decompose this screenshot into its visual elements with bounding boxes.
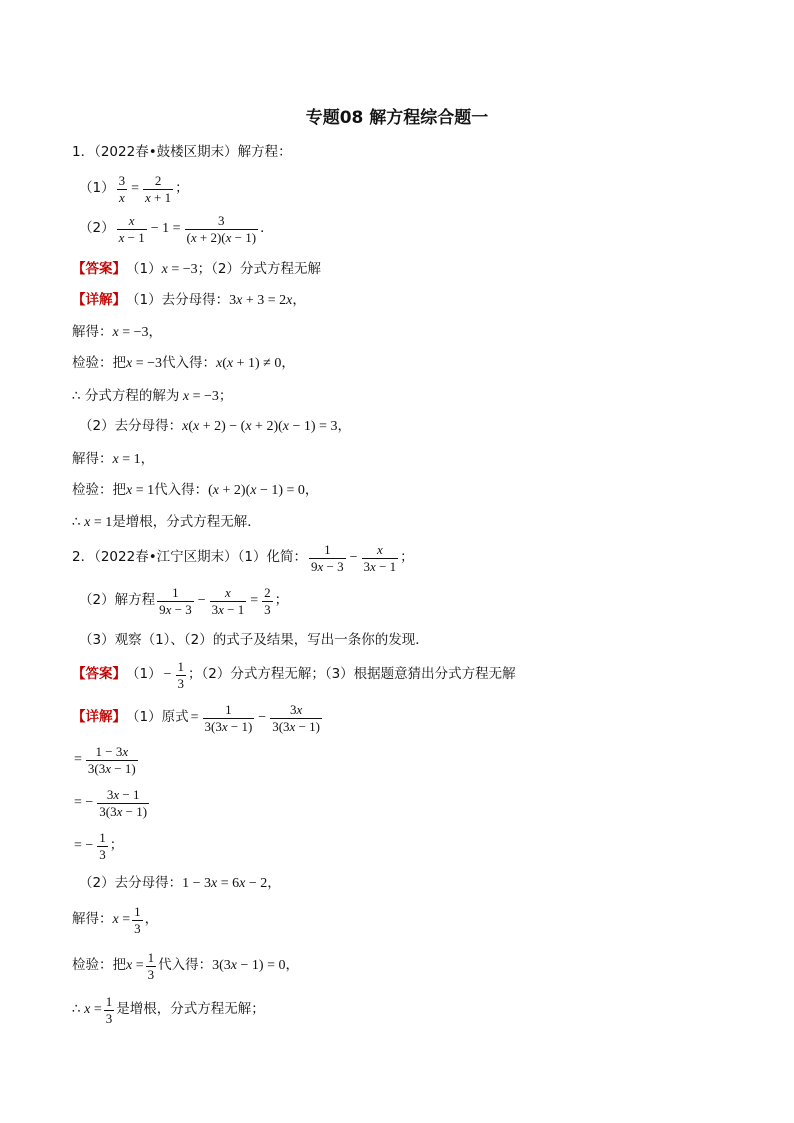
- comma: ，: [144, 911, 159, 928]
- fraction: $\frac{2}{x + 1}$: [145, 173, 172, 205]
- q2-answer: 【答案】 （1） − $\frac{1}{3}$ ；（2）分式方程无解；（3）根据题意猜出分式方程无解: [72, 659, 516, 691]
- q2-detail-line8: ∴ x = $\frac{1}{3}$ 是增根，分式方程无解；: [72, 994, 265, 1026]
- comma: ，: [148, 324, 163, 341]
- answer-part: （1）: [126, 666, 162, 683]
- fraction: $\frac{3}{x}$: [118, 173, 126, 205]
- comma: ，: [285, 957, 299, 974]
- answer-tag: 【答案】: [72, 261, 126, 278]
- q2-detail-line3: = − $\frac{3x - 1}{3(3x - 1)}$: [74, 787, 148, 819]
- fraction: $\frac{2}{3}$: [264, 585, 271, 617]
- fraction: $\frac{1}{3}$: [105, 994, 113, 1026]
- fraction: $\frac{1 - 3x}{3(3x - 1)}$: [87, 744, 136, 776]
- detail-text: （2）去分母得：: [79, 875, 183, 892]
- q1-p1-label: （1）: [79, 180, 115, 197]
- detail-text: 检验：把: [72, 482, 126, 499]
- comma: ，: [140, 451, 155, 468]
- fraction: $\frac{3}{(x + 2)(x - 1)}$: [186, 213, 257, 245]
- detail-text: 是增根，分式方程无解；: [116, 1001, 265, 1018]
- comma: ，: [281, 355, 295, 372]
- fraction: $\frac{1}{3}$: [147, 950, 155, 982]
- q1-part2: （2） $\frac{x}{x - 1}$ − 1 = $\frac{3}{(x + 2)(x - 1)}$ ．: [79, 213, 274, 245]
- fraction: $\frac{1}{3}$: [99, 830, 106, 862]
- fraction: $\frac{1}{3}$: [177, 659, 184, 691]
- q1-detail-line3: 检验：把 x = −3 代入得： x(x + 1) ≠ 0 ，: [72, 355, 295, 372]
- q2-part2: （2）解方程 $\frac{1}{9x - 3}$ − $\frac{x}{3x - 1}$ = $\frac{2}{3}$ ；: [79, 585, 289, 617]
- q1-detail-line6: 解得： x = 1 ，: [72, 451, 155, 468]
- q2-detail-line1: 【详解】 （1）原式 = $\frac{1}{3(3x - 1)}$ − $\frac{3x}{3(3x - 1)}$: [72, 702, 320, 734]
- comma: ，: [337, 418, 351, 435]
- comma: ，: [267, 875, 281, 892]
- q1-heading: [72, 146, 292, 160]
- fraction: $\frac{1}{9x - 3}$: [159, 585, 192, 617]
- q1-detail-line5: （2）去分母得： x(x + 2) − (x + 2)(x − 1) = 3 ，: [79, 418, 351, 435]
- detail-text: （1）去分母得：: [126, 292, 230, 309]
- q1-p1-end: ；: [175, 180, 189, 197]
- answer-tag: 【答案】: [72, 666, 126, 683]
- detail-text: 代入得：: [154, 482, 209, 499]
- q2-head-end: ；: [400, 549, 414, 566]
- q1-detail-line2: 解得： x = −3 ，: [72, 324, 163, 341]
- detail-tag: 【详解】: [72, 709, 126, 726]
- detail-text: （1）原式: [126, 709, 189, 726]
- q1-answer: 【答案】 （1） x = −3 ；（2）分式方程无解: [72, 261, 321, 278]
- q2-detail-line7: 检验：把 x = $\frac{1}{3}$ 代入得： 3(3x − 1) = 0 ，: [72, 950, 299, 982]
- answer-part: ；（2）分式方程无解；（3）根据题意猜出分式方程无解: [188, 666, 516, 683]
- q1-p2-end: ．: [260, 220, 274, 237]
- semicolon: ；: [109, 837, 124, 854]
- q2-heading: 2．（2022春•江宁区期末）（1）化简： $\frac{1}{9x - 3}$ − $\frac{x}{3x - 1}$ ；: [72, 542, 414, 574]
- q2-p3-text: （3）观察（1）、（2）的式子及结果，写出一条你的发现．: [79, 632, 429, 648]
- fraction: $\frac{1}{9x - 3}$: [311, 542, 344, 574]
- fraction: $\frac{x}{3x - 1}$: [211, 585, 245, 617]
- q2-detail-line4: = − $\frac{1}{3}$ ；: [74, 830, 124, 862]
- q2-p2-end: ；: [274, 592, 289, 609]
- detail-text: 解得：: [72, 911, 113, 928]
- detail-text: ∴: [72, 1001, 81, 1018]
- answer-part: ；（2）分式方程无解: [197, 261, 321, 278]
- fraction: $\frac{3x - 1}{3(3x - 1)}$: [99, 787, 148, 819]
- detail-text: 解得：: [72, 451, 113, 468]
- fraction: $\frac{1}{3(3x - 1)}$: [204, 702, 253, 734]
- q2-detail-line2: = $\frac{1 - 3x}{3(3x - 1)}$: [74, 744, 136, 776]
- fraction: $\frac{3x}{3(3x - 1)}$: [272, 702, 320, 734]
- q1-part1: （1） $\frac{3}{x}$ = $\frac{2}{x + 1}$ ；: [79, 173, 189, 205]
- detail-text: ；: [218, 388, 233, 405]
- fraction: $\frac{x}{3x - 1}$: [363, 542, 397, 574]
- detail-tag: 【详解】: [72, 292, 126, 309]
- detail-text: ∴ 分式方程的解为: [72, 388, 180, 405]
- q2-part3: [79, 634, 429, 648]
- q1-detail-line1: 【详解】 （1）去分母得： 3x + 3 = 2x ，: [72, 292, 306, 309]
- detail-text: ∴: [72, 514, 81, 531]
- q2-head-text: 2．（2022春•江宁区期末）（1）化简：: [72, 549, 307, 566]
- q1-detail-line4: ∴ 分式方程的解为 x = −3 ；: [72, 388, 233, 405]
- detail-text: 解得：: [72, 324, 113, 341]
- comma: ，: [292, 292, 306, 309]
- fraction: $\frac{x}{x - 1}$: [118, 213, 145, 245]
- detail-text: 检验：把: [72, 957, 126, 974]
- detail-text: 是增根，分式方程无解．: [112, 514, 261, 531]
- comma: ，: [304, 482, 319, 499]
- detail-text: 代入得：: [158, 957, 213, 974]
- detail-text: （2）去分母得：: [79, 418, 183, 435]
- detail-text: 检验：把: [72, 355, 126, 372]
- fraction: $\frac{1}{3}$: [134, 904, 141, 936]
- detail-text: 代入得：: [162, 355, 217, 372]
- answer-part: （1）: [126, 261, 162, 278]
- q1-p2-label: （2）: [79, 220, 115, 237]
- q2-detail-line6: 解得： x = $\frac{1}{3}$ ，: [72, 904, 159, 936]
- page-title: 专题08 解方程综合题一: [305, 108, 489, 128]
- q2-detail-line5: （2）去分母得： 1 − 3x = 6x − 2 ，: [79, 875, 281, 892]
- q1-detail-line7: 检验：把 x = 1 代入得： (x + 2)(x − 1) = 0 ，: [72, 482, 319, 499]
- q1-head-text: 1．（2022春•鼓楼区期末）解方程：: [72, 144, 292, 160]
- q1-detail-line8: ∴ x = 1 是增根，分式方程无解．: [72, 514, 261, 531]
- q2-p2-label: （2）解方程: [79, 592, 156, 609]
